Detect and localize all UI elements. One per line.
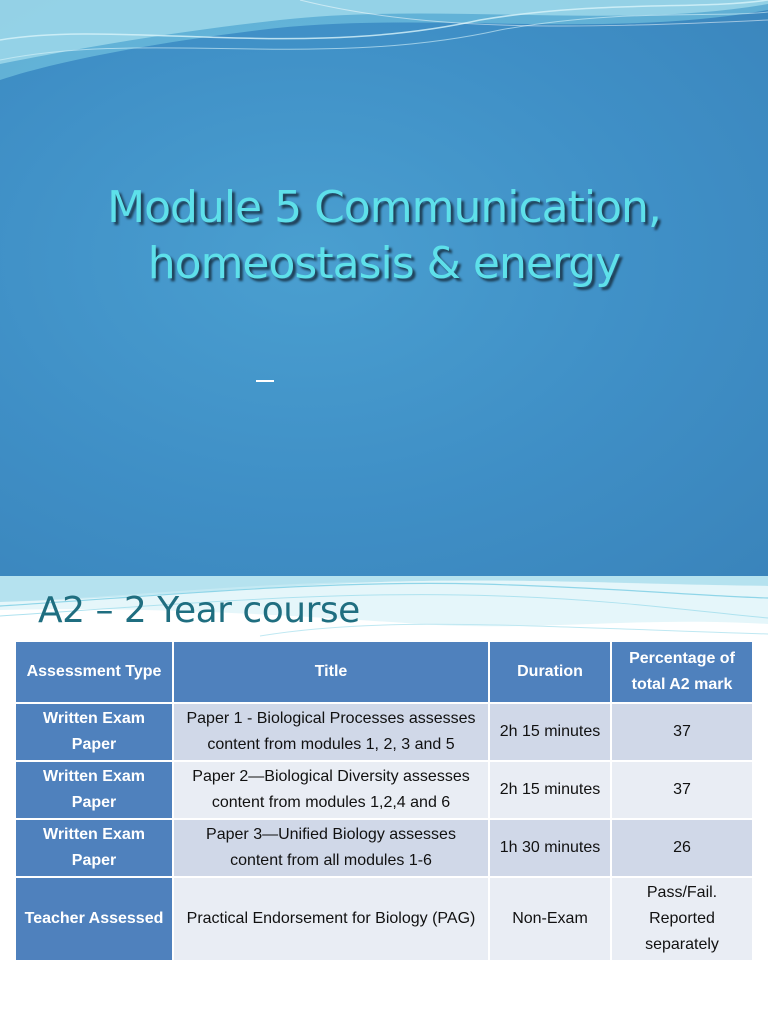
duration-cell: 1h 30 minutes bbox=[490, 820, 610, 876]
slide-title-line2: homeostasis & energy bbox=[147, 238, 621, 289]
table-row bbox=[16, 762, 752, 818]
duration-cell: 2h 15 minutes bbox=[490, 762, 610, 818]
assessment-type-cell: Teacher Assessed bbox=[16, 878, 172, 960]
duration-cell: Non-Exam bbox=[490, 878, 610, 960]
table-row bbox=[16, 704, 752, 760]
percentage-cell: 37 bbox=[612, 762, 752, 818]
percentage-cell: 26 bbox=[612, 820, 752, 876]
table-row bbox=[16, 820, 752, 876]
percentage-cell: Pass/Fail. Reported separately bbox=[612, 878, 752, 960]
slide-title-line1: Module 5 Communication, bbox=[107, 182, 661, 233]
assessment-type-cell: Written Exam Paper bbox=[16, 704, 172, 760]
dash-mark bbox=[256, 380, 274, 382]
column-header: Assessment Type bbox=[16, 642, 172, 702]
column-header: Title bbox=[174, 642, 488, 702]
assessment-type-cell: Written Exam Paper bbox=[16, 820, 172, 876]
title-cell: Practical Endorsement for Biology (PAG) bbox=[174, 878, 488, 960]
column-header: Percentage of total A2 mark bbox=[612, 642, 752, 702]
assessment-type-cell: Written Exam Paper bbox=[16, 762, 172, 818]
percentage-cell: 37 bbox=[612, 704, 752, 760]
column-header: Duration bbox=[490, 642, 610, 702]
table-header-row bbox=[16, 642, 752, 702]
table-row bbox=[16, 878, 752, 960]
title-cell: Paper 2—Biological Diversity assesses content from modules 1,2,4 and 6 bbox=[174, 762, 488, 818]
course-slide bbox=[0, 576, 768, 1024]
slide-title bbox=[0, 180, 768, 292]
duration-cell: 2h 15 minutes bbox=[490, 704, 610, 760]
assessment-table bbox=[14, 640, 754, 962]
title-cell: Paper 3—Unified Biology assesses content from all modules 1-6 bbox=[174, 820, 488, 876]
wave-decoration bbox=[0, 0, 768, 100]
slide-heading: A2 – 2 Year course bbox=[38, 590, 360, 631]
title-cell: Paper 1 - Biological Processes assesses content from modules 1, 2, 3 and 5 bbox=[174, 704, 488, 760]
